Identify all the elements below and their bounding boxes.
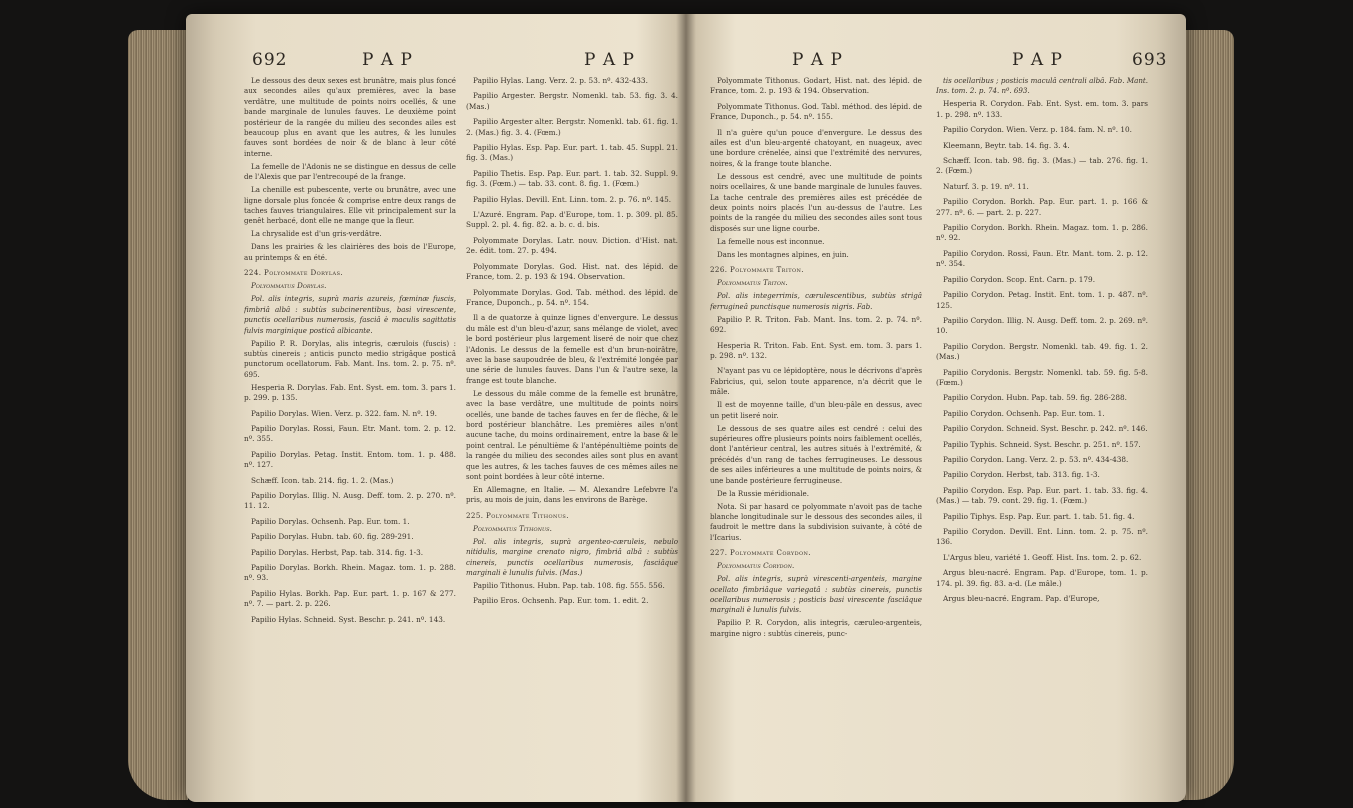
paragraph: Argus bleu-nacré. Engram. Pap. d'Europe, tom. 1. p. 174. pl. 39. fig. 83. a-d. (Le mâle.) — [936, 568, 1148, 588]
paragraph: Pol. alis integerrimis, cærulescentibus, subtùs strigâ ferrugineâ punctisque numerosis nigris. Fab. — [710, 291, 922, 311]
paragraph: Papilio P. R. Dorylas, alis integris, cærulois (fuscis) : subtùs cinereis ; anticis puncto medio strigâque posticâ punctorum ocellatorum. Fab. Mant. Ins. tom. 2. p. 75. nº. 695. — [244, 338, 456, 379]
paragraph: La femelle de l'Adonis ne se distingue en dessus de celle de l'Alexis que par l'entrecoupé de la frange. — [244, 161, 456, 182]
paragraph: Argus bleu-nacré. Engram. Pap. d'Europe, — [943, 594, 1100, 604]
paragraph: Dans les montagnes alpines, en juin. — [717, 249, 849, 259]
paragraph: Le dessous de ses quatre ailes est cendré : celui des supérieures offre plusieurs points noirs faiblement ocellés, dont l'antérieur central, les autres situés à l'extrémité, & précédés d'un rang de taches ferrugineuses. Le dessous de ses ailes inférieures a une multitude de points noirs, & une bande postérieure ferrugineuse. — [710, 423, 922, 485]
paragraph: Papilio Hylas. Schneid. Syst. Beschr. p. 241. nº. 143. — [251, 614, 446, 624]
paragraph: Papilio Thetis. Esp. Pap. Eur. part. 1. tab. 32. Suppl. 9. fig. 3. (Fœm.) — tab. 33. cont. 8. fig. 1. (Fœm.) — [466, 168, 678, 189]
paragraph: L'Argus bleu, variété 1. Geoff. Hist. Ins. tom. 2. p. 62. — [943, 552, 1142, 562]
paragraph: Polyommatus Corydon. — [717, 561, 795, 571]
paragraph: Papilio Eros. Ochsenh. Pap. Eur. tom. 1. edit. 2. — [473, 596, 649, 606]
paragraph: Papilio Dorylas. Hubn. tab. 60. fig. 289-291. — [251, 532, 414, 542]
paragraph: 226. Polyommate Triton. — [710, 265, 804, 275]
paragraph: Papilio Corydon. Petag. Instit. Ent. tom. 1. p. 487. nº. 125. — [936, 290, 1148, 310]
paragraph: Le dessous est cendré, avec une multitude de points noirs ocellaires, & une bande marginale de lunules fauves. La tache centrale des premières ailes est précédée de deux points noirs placés l'un au-dessus de l'autre. Les points de la rangée du milieu des secondes ailes sont tous disposés sur une ligne courbe. — [710, 171, 922, 233]
paragraph: Il est de moyenne taille, d'un bleu-pâle en dessus, avec un petit liseré noir. — [710, 400, 922, 420]
paragraph: N'ayant pas vu ce lépidoptère, nous le décrivons d'après Fabricius, qui, selon toute apparence, n'a décrit que le mâle. — [710, 366, 922, 397]
paragraph: Papilio Hylas. Borkh. Pap. Eur. part. 1. p. 167 & 277. nº. 7. — part. 2. p. 226. — [244, 588, 456, 609]
paragraph: Papilio Corydon. Devill. Ent. Linn. tom. 2. p. 75. nº. 136. — [936, 527, 1148, 547]
paragraph: Papilio Corydon. Wien. Verz. p. 184. fam. N. nº. 10. — [943, 125, 1132, 135]
paragraph: En Allemagne, en Italie. — M. Alexandre Lefebvre l'a pris, au mois de juin, dans les environs de Barège. — [466, 485, 678, 505]
paragraph: Polyommate Tithonus. God. Tabl. méthod. des lépid. de France, Duponch., p. 54. nº. 155. — [710, 101, 922, 122]
paragraph: Schæff. Icon. tab. 98. fig. 3. (Mas.) — tab. 276. fig. 1. 2. (Fœm.) — [936, 156, 1148, 176]
paragraph: Hesperia R. Dorylas. Fab. Ent. Syst. em. tom. 3. pars 1. p. 299. p. 135. — [244, 382, 456, 403]
paragraph: Papilio Corydon. Bergstr. Nomenkl. tab. 49. fig. 1. 2. (Mas.) — [936, 341, 1148, 362]
paragraph: Papilio Corydon. Esp. Pap. Eur. part. 1. tab. 33. fig. 4. (Mas.) — tab. 79. cont. 29. fig. 1. (Fœm.) — [936, 485, 1148, 506]
paragraph: Polyommate Dorylas. Latr. nouv. Diction. d'Hist. nat. 2e. édit. tom. 27. p. 494. — [466, 235, 678, 256]
paragraph: Papilio Corydon. Illig. N. Ausg. Deff. tom. 2. p. 269. nº. 10. — [936, 315, 1148, 336]
paragraph: Papilio Hylas. Esp. Pap. Eur. part. 1. tab. 45. Suppl. 21. fig. 3. (Mas.) — [466, 143, 678, 163]
paragraph: La chrysalide est d'un gris-verdâtre. — [251, 229, 382, 239]
paragraph: 224. Polyommate Dorylas. — [244, 268, 344, 278]
paragraph: L'Azuré. Engram. Pap. d'Europe, tom. 1. p. 309. pl. 85. Suppl. 2. pl. 4. fig. 82. a. b. c. d. bis. — [466, 210, 678, 230]
running-head-left-col1: P A P — [362, 50, 413, 70]
paragraph: Papilio P. R. Triton. Fab. Mant. Ins. tom. 2. p. 74. nº. 692. — [710, 314, 922, 335]
running-head-left-col2: P A P — [584, 50, 635, 70]
paragraph: Papilio Corydon. Herbst, tab. 313. fig. 1-3. — [943, 470, 1100, 480]
paragraph: Il a de quatorze à quinze lignes d'envergure. Le dessus du mâle est d'un bleu-d'azur, sans mélange de violet, avec le bord postérieur plus largement liseré de noir que chez l'Adonis. Le dessus de la femelle est d'un brun-noirâtre, avec la base saupoudrée de bleu, & l'extrémité longée par une série de lunules fauves. Dans l'un & l'autre sexe, la frange est toute blanche. — [466, 313, 678, 385]
paragraph: Papilio Dorylas. Rossi, Faun. Etr. Mant. tom. 2. p. 12. nº. 355. — [244, 423, 456, 444]
paragraph: De la Russie méridionale. — [717, 488, 809, 498]
page-number-right: 693 — [1132, 50, 1168, 70]
paragraph: Pol. alis integris, suprà virescenti-argenteis, margine ocellato fimbriâque variegatâ : subtùs cinereis, punctis ocellaribus numerosis ; posticis basi virescente fasciâque marginali è lunulis fulvis. — [710, 574, 922, 615]
paragraph: Kleemann, Beytr. tab. 14. fig. 3. 4. — [943, 140, 1070, 150]
paragraph: Pol. alis integris, suprà argenteo-cæruleis, nebulo nitidulis, margine crenato nigro, fimbriâ albâ : subtùs cinereis, punctis ocellaribus numerosis, fasciâque marginali è lunulis fulvis. (Mas.) — [466, 536, 678, 578]
right-page-column-1 — [710, 76, 922, 786]
paragraph: Polyommate Tithonus. Godart, Hist. nat. des lépid. de France, tom. 2. p. 193 & 194. Observation. — [710, 76, 922, 96]
paragraph: Le dessous des deux sexes est brunâtre, mais plus foncé aux secondes ailes qu'aux premières, avec la base verdâtre, une multitude de points noirs ocellés, & une bande marginale de lunules fauves. Le deuxième point postérieur de la rangée du milieu des secondes ailes est beaucoup plus en avant que les autres, & les lunules fauves sont bordées de noir & de blanc à leur côté interne. — [244, 76, 456, 158]
running-head-right-col1: P A P — [792, 50, 843, 70]
paragraph: Papilio Dorylas. Petag. Instit. Entom. tom. 1. p. 488. nº. 127. — [244, 449, 456, 470]
paragraph: Papilio Hylas. Lang. Verz. 2. p. 53. nº. 432-433. — [473, 76, 648, 85]
paragraph: Papilio Corydon. Scop. Ent. Carn. p. 179. — [943, 274, 1096, 284]
paragraph: Hesperia R. Triton. Fab. Ent. Syst. em. tom. 3. pars 1. p. 298. nº. 132. — [710, 340, 922, 360]
paragraph: Papilio Dorylas. Borkh. Rhein. Magaz. tom. 1. p. 288. nº. 93. — [244, 563, 456, 583]
paragraph: Nota. Si par hasard ce polyommate n'avoit pas de tache blanche longitudinale sur le dessous des secondes ailes, il faudroit le mettre dans la subdivision suivante, à côté de l'Icarius. — [710, 501, 922, 542]
paragraph: La chenille est pubescente, verte ou brunâtre, avec une ligne dorsale plus foncée & comprise entre deux rangs de taches fauves triangulaires. Elle vit principalement sur la genêt herbacé, dont elle ne mange que la fleur. — [244, 185, 456, 226]
paragraph: Dans les prairies & les clairières des bois de l'Europe, au printemps & en été. — [244, 242, 456, 262]
paragraph: Papilio Corydon. Schneid. Syst. Beschr. p. 242. nº. 146. — [943, 424, 1148, 434]
paragraph: Polyommatus Tithonus. — [473, 523, 552, 533]
open-book — [186, 14, 1186, 802]
paragraph: La femelle nous est inconnue. — [717, 236, 825, 246]
paragraph: 227. Polyommate Corydon. — [710, 548, 811, 558]
paragraph: Polyommatus Dorylas. — [251, 281, 327, 291]
page-number-left: 692 — [252, 50, 288, 70]
paragraph: Pol. alis integris, suprà maris azureis, fœminæ fuscis, fimbriâ albâ : subtùs subcinerentibus, basi virescente, punctis ocellaribus numerosis, fasciâ è maculis sagittatis fulvis marginique posticâ albicante. — [244, 294, 456, 335]
paragraph: Papilio Dorylas. Wien. Verz. p. 322. fam. N. nº. 19. — [251, 408, 437, 418]
running-head-right-col2: P A P — [1012, 50, 1063, 70]
paragraph: Polyommatus Triton. — [717, 278, 788, 288]
paragraph: Papilio Corydon. Borkh. Rhein. Magaz. tom. 1. p. 286. nº. 92. — [936, 223, 1148, 243]
paragraph: Polyommate Dorylas. God. Hist. nat. des lépid. de France, tom. 2. p. 193 & 194. Observation. — [466, 261, 678, 282]
right-page-edges — [1180, 30, 1234, 800]
paragraph: Polyommate Dorylas. God. Tab. méthod. des lépid. de France, Duponch., p. 54. nº. 154. — [466, 287, 678, 307]
paragraph: Papilio Dorylas. Illig. N. Ausg. Deff. tom. 2. p. 270. nº. 11. 12. — [244, 490, 456, 511]
paragraph: Papilio Tiphys. Esp. Pap. Eur. part. 1. tab. 51. fig. 4. — [943, 511, 1135, 521]
paragraph: Papilio Corydon. Borkh. Pap. Eur. part. 1. p. 166 & 277. nº. 6. — part. 2. p. 227. — [936, 197, 1148, 217]
left-page — [186, 14, 678, 794]
paragraph: Papilio Tithonus. Hubn. Pap. tab. 108. fig. 555. 556. — [473, 581, 665, 591]
paragraph: Le dessous du mâle comme de la femelle est brunâtre, avec la base verdâtre, une multitude de points noirs ocellés, une bande de taches fauves en fer de flèche, & le bord postérieur blanchâtre. Les premières ailes n'ont aucune tache, du moins ordinairement, entre la base & le point central. Le pénultième & l'antépénultième points de la rangée du milieu des secondes ailes sont plus en avant que les autres, & les taches fauves de ces mêmes ailes ne sont point bordées à leur côté interne. — [466, 388, 678, 481]
paragraph: Naturf. 3. p. 19. nº. 11. — [943, 181, 1029, 191]
paragraph: Papilio Corydon. Lang. Verz. 2. p. 53. nº. 434-438. — [943, 454, 1129, 464]
paragraph: Papilio Dorylas. Herbst, Pap. tab. 314. fig. 1-3. — [251, 547, 424, 557]
paragraph: 225. Polyommate Tithonus. — [466, 510, 569, 520]
right-page-column-2 — [936, 76, 1148, 786]
paragraph: Papilio Corydon. Rossi, Faun. Etr. Mant. tom. 2. p. 12. nº. 354. — [936, 248, 1148, 269]
paragraph: Il n'a guère qu'un pouce d'envergure. Le dessus des ailes est d'un bleu-argenté chatoyant, en nuageux, avec une bordure crénelée, ainsi que l'extrémité des nervures, noires, & la frange toute blanche. — [710, 127, 922, 168]
paragraph: Papilio Typhis. Schneid. Syst. Beschr. p. 251. nº. 157. — [943, 439, 1141, 449]
paragraph: Papilio Dorylas. Ochsenh. Pap. Eur. tom. 1. — [251, 516, 410, 526]
right-page — [692, 14, 1184, 794]
paragraph: Hesperia R. Corydon. Fab. Ent. Syst. em. tom. 3. pars 1. p. 298. nº. 133. — [936, 99, 1148, 119]
paragraph: Schæff. Icon. tab. 214. fig. 1. 2. (Mas.) — [251, 475, 394, 485]
paragraph: Papilio Argester. Bergstr. Nomenkl. tab. 53. fig. 3. 4. (Mas.) — [466, 91, 678, 111]
paragraph: tis ocellaribus ; posticis maculâ centrali albâ. Fab. Mant. Ins. tom. 2. p. 74. nº. 693. — [936, 76, 1148, 96]
paragraph: Papilio Corydon. Ochsenh. Pap. Eur. tom. 1. — [943, 408, 1105, 418]
paragraph: Papilio Corydon. Hubn. Pap. tab. 59. fig. 286-288. — [943, 393, 1127, 403]
left-page-column-1 — [244, 76, 456, 786]
paragraph: Papilio Corydonis. Bergstr. Nomenkl. tab. 59. fig. 5-8. (Fœm.) — [936, 367, 1148, 387]
paragraph: Papilio P. R. Corydon, alis integris, cæruleo-argenteis, margine nigro : subtùs cinereis, punc- — [710, 618, 922, 638]
left-page-column-2 — [466, 76, 678, 786]
paragraph: Papilio Hylas. Devill. Ent. Linn. tom. 2. p. 76. nº. 145. — [473, 194, 672, 204]
left-page-edges — [128, 30, 188, 800]
paragraph: Papilio Argester alter. Bergstr. Nomenkl. tab. 61. fig. 1. 2. (Mas.) fig. 3. 4. (Fœm.) — [466, 117, 678, 137]
